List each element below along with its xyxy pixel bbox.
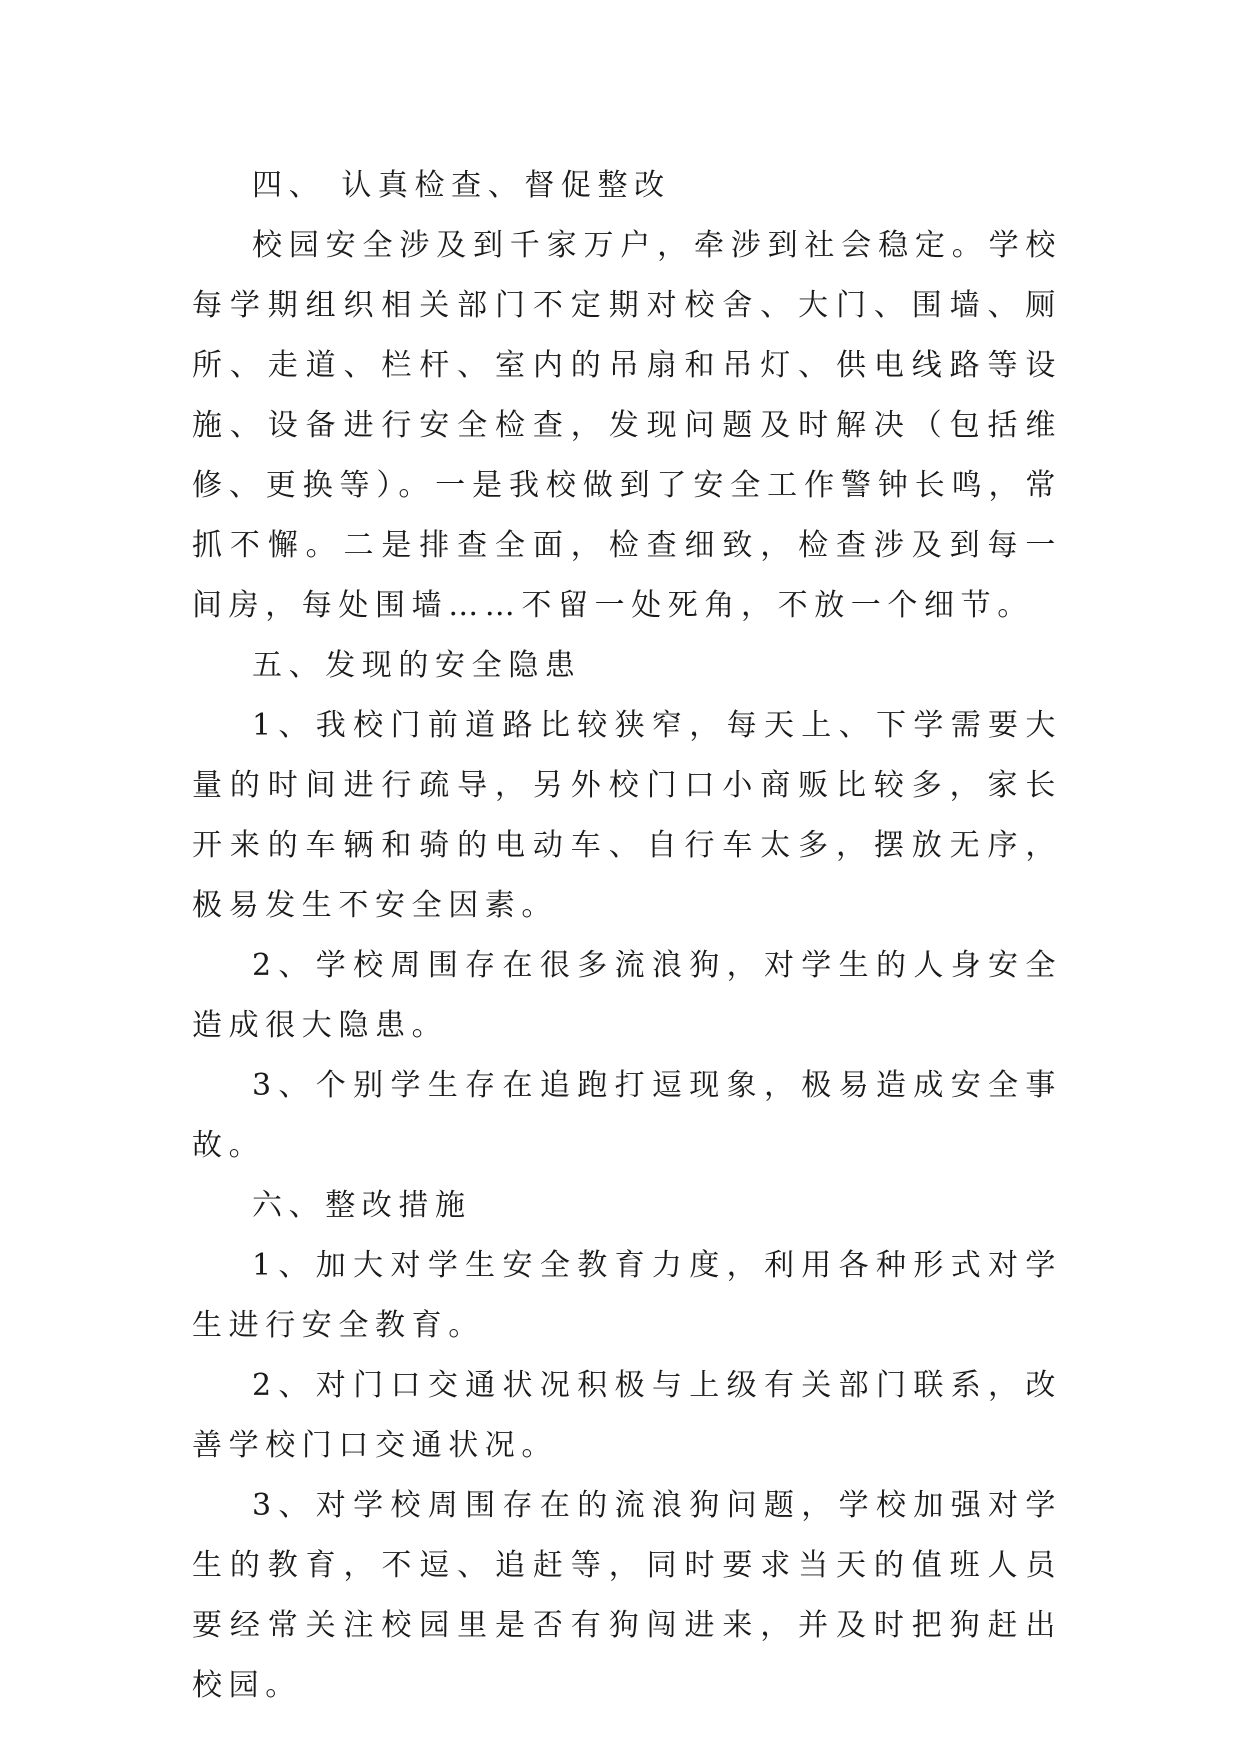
section-heading: 六、整改措施	[252, 1188, 472, 1223]
section-heading: 四、 认真检查、督促整改	[252, 168, 671, 203]
paragraph: 3、对学校周围存在的流浪狗问题，学校加强对学生的教育，不逗、追赶等，同时要求当天的值班人员要经常关注校园里是否有狗闯进来，并及时把狗赶出校园。	[192, 1488, 1062, 1703]
section-heading: 五、发现的安全隐患	[252, 648, 582, 683]
paragraph: 校园安全涉及到千家万户，牵涉到社会稳定。学校每学期组织相关部门不定期对校舍、大门、围墙、厕所、走道、栏杆、室内的吊扇和吊灯、供电线路等设施、设备进行安全检查，发现问题及时解决（包括维修、更换等）。一是我校做到了安全工作警钟长鸣，常抓不懈。二是排查全面，检查细致，检查涉及到每一间房，每处围墙……不留一处死角，不放一个细节。	[192, 228, 1062, 623]
paragraph: 2、对门口交通状况积极与上级有关部门联系，改善学校门口交通状况。	[192, 1368, 1062, 1463]
paragraph: 2、学校周围存在很多流浪狗，对学生的人身安全造成很大隐患。	[192, 948, 1062, 1043]
document-body	[192, 156, 1062, 1716]
paragraph: 1、加大对学生安全教育力度，利用各种形式对学生进行安全教育。	[192, 1248, 1062, 1343]
paragraph: 3、个别学生存在追跑打逗现象，极易造成安全事故。	[192, 1068, 1062, 1163]
paragraph: 1、我校门前道路比较狭窄，每天上、下学需要大量的时间进行疏导，另外校门口小商贩比较多，家长开来的车辆和骑的电动车、自行车太多，摆放无序，极易发生不安全因素。	[192, 708, 1062, 923]
